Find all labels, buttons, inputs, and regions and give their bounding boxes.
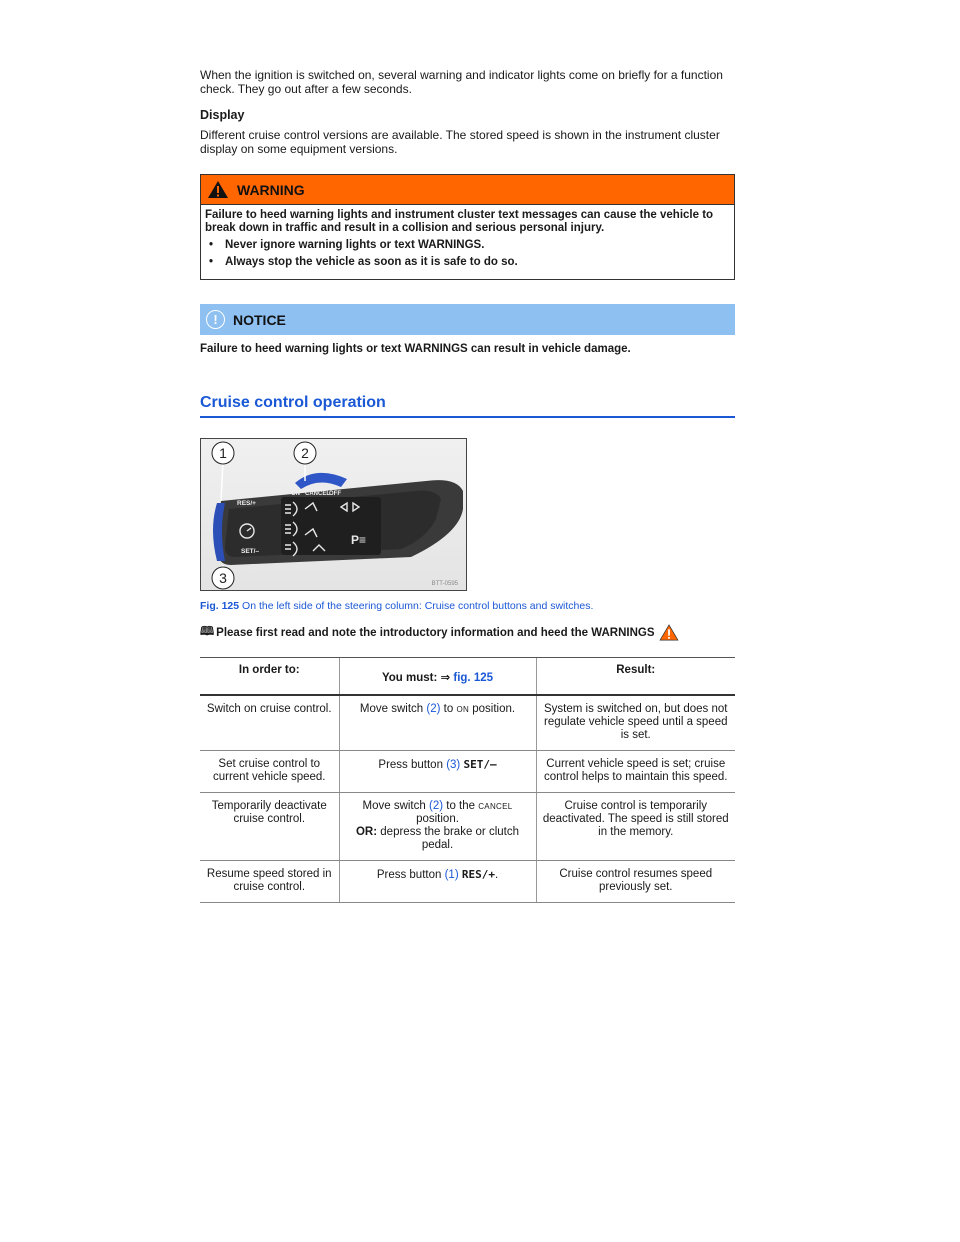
switch-2-ref: (2) [428,800,444,812]
cell-text: Press button [378,759,443,771]
off-label: OFF [329,491,341,497]
warning-header [201,175,734,205]
cancel-key: CANCEL [478,802,513,811]
cell-text: position. [416,813,459,825]
fig-125-link[interactable]: fig. 125 [453,672,494,684]
header-result: Result: [536,658,735,696]
stalk-illustration [201,439,467,591]
display-heading: Display [200,108,245,122]
manual-page [200,68,735,903]
table-row [200,861,735,903]
table-row [200,751,735,793]
notice-label: NOTICE [233,311,286,328]
cell-text: to the [446,800,476,812]
table-cell: Resume speed stored in cruise control. [200,861,339,903]
exclamation-circle-icon: ! [206,310,225,329]
cell-text: to [443,703,454,715]
book-icon: 🕮 [200,624,215,638]
cancel-label: CANCEL [305,491,330,497]
notice-header [200,304,735,335]
set-label: SET/– [241,548,260,555]
callout-3: 3 [219,570,227,586]
read-note-text: Please first read and note the introductory information and heed the WARNINGS [216,626,655,639]
table-cell [339,751,536,793]
res-label: RES/+ [237,500,256,507]
operations-table [200,657,735,903]
table-cell: Cruise control resumes speed previously set. [536,861,735,903]
button-3-ref: (3) [446,759,461,771]
intro-paragraph: When the ignition is switched on, several warning and indicator lights come on briefly for a function check. They go out after a few seconds. [200,68,723,96]
figure-code: BTT-0595 [431,581,458,587]
table-cell: System is switched on, but does not regulate vehicle speed until a speed is set. [536,695,735,751]
header-in-order-to: In order to: [200,658,339,696]
warning-list-item: • Always stop the vehicle as soon as it is safe to do so. [225,256,730,269]
warning-triangle-icon [659,624,679,641]
callout-1: 1 [219,445,227,461]
switch-2-ref: (2) [426,703,441,715]
cell-text: Move switch [359,703,424,715]
res-key: RES/+ [461,868,495,881]
table-cell: Switch on cruise control. [200,695,339,751]
warning-triangle-icon [207,180,229,199]
warning-list-item: • Never ignore warning lights or text WARNINGS. [225,239,730,252]
warning-text: Failure to heed warning lights and instrument cluster text messages can cause the vehicle to break down in traffic and result in a collision and serious personal injury. [205,209,714,234]
cell-text: position. [472,703,516,715]
section-title: Cruise control operation [200,394,735,418]
table-header-row [200,658,735,696]
figure-caption [200,600,735,612]
warning-box [200,174,735,280]
button-1-ref: (1) [444,869,459,881]
or-label: OR: [355,826,378,838]
figure-caption-text: On the left side of the steering column: Cruise control buttons and switches. [242,600,594,612]
table-cell [339,861,536,903]
figure-caption-ref: Fig. 125 [200,600,240,612]
table-cell: Temporarily deactivate cruise control. [200,793,339,861]
table-cell: Current vehicle speed is set; cruise control helps to maintain this speed. [536,751,735,793]
svg-text:P≡: P≡ [351,533,367,547]
warning-list [205,239,730,269]
read-note [200,622,735,643]
display-paragraph: Different cruise control versions are available. The stored speed is shown in the instrument cluster display on some equipment versions. [200,128,720,156]
header-you-must-text: You must: ⇒ [381,672,451,684]
warning-body [201,205,734,279]
cell-text: depress the brake or clutch pedal. [380,826,519,851]
callout-2: 2 [301,445,309,461]
header-you-must [339,658,536,696]
table-cell: Cruise control is temporarily deactivated. The speed is still stored in the memory. [536,793,735,861]
table-cell: Set cruise control to current vehicle speed. [200,751,339,793]
cell-text: . [494,869,499,881]
table-row [200,695,735,751]
table-cell [339,695,536,751]
set-key: SET/– [463,758,497,771]
cell-text: Move switch [362,800,426,812]
table-cell [339,793,536,861]
cell-text: Press button [376,869,442,881]
on-key: ON [456,705,470,714]
table-row [200,793,735,861]
notice-text: Failure to heed warning lights or text WARNINGS can result in vehicle damage. [200,343,631,355]
warning-label: WARNING [237,181,305,198]
on-label: ON [291,491,300,497]
cruise-control-figure [200,438,467,591]
